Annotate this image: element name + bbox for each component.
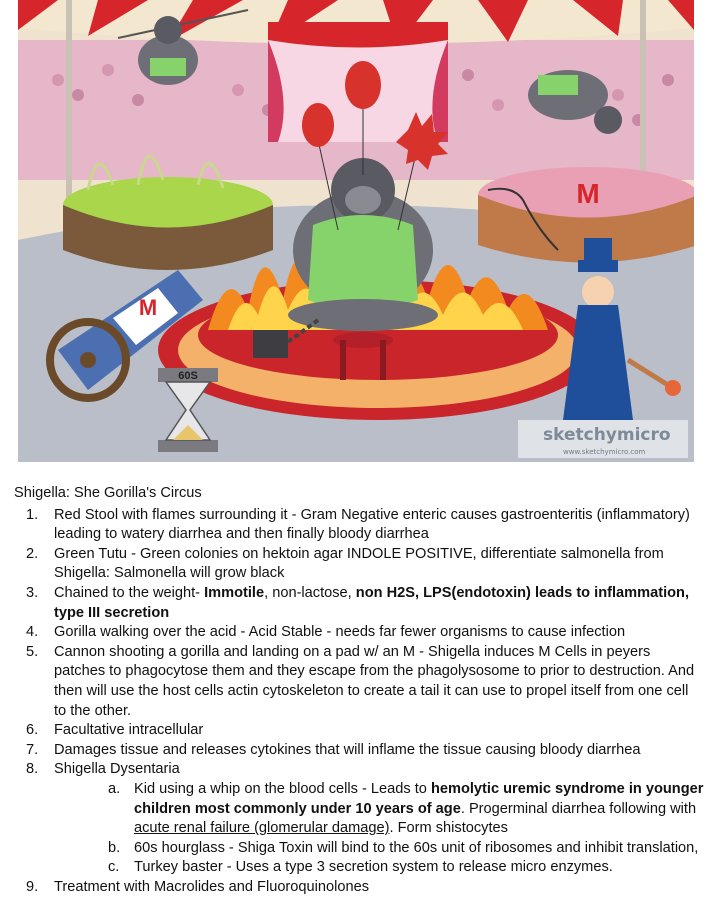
text-segment: Kid using a whip on the blood cells - Leads to <box>134 780 431 797</box>
list-item <box>14 741 704 761</box>
sub-list-letter: b. <box>108 839 121 856</box>
list-number: 8. <box>26 761 39 778</box>
text-segment: Turkey baster - Uses a type 3 secretion system to release micro enzymes. <box>134 859 613 876</box>
list-number: 1. <box>26 506 39 523</box>
text-segment: 60s hourglass - Shiga Toxin will bind to the 60s unit of ribosomes and inhibit translation, <box>134 839 699 856</box>
list-item <box>14 506 704 545</box>
list-number: 9. <box>26 878 39 895</box>
sub-list-item <box>54 839 704 859</box>
notes-section <box>14 484 704 897</box>
list-item <box>14 623 704 643</box>
green-tutu <box>308 215 418 310</box>
text-segment: . Progerminal diarrhea following with <box>460 800 697 817</box>
circus-scene <box>18 0 694 462</box>
notes-list <box>14 506 704 898</box>
page-title: Shigella: She Gorilla's Circus <box>14 485 202 501</box>
text-segment: Cannon shooting a gorilla and landing on a pad w/ an M - Shigella induces M Cells in peyers patches to phagocytose them and they escape from the phagolysosome to prior to destruction. And then will use the host cells actin cytoskeleton to create a tail it can use to propel itself from one cell to the other. <box>54 643 695 719</box>
text-segment: Gorilla walking over the acid - Acid Stable - needs far fewer organisms to cause infection <box>54 624 626 641</box>
pad-letter: M <box>576 178 600 209</box>
list-item <box>14 721 704 741</box>
sub-list-item <box>54 858 704 878</box>
list-number: 5. <box>26 643 39 660</box>
bold-text: non H2S, LPS(endotoxin) leads to inflammation, type III secretion <box>54 584 690 621</box>
bold-text: Immotile <box>204 584 265 601</box>
cannon-letter: M <box>138 295 158 320</box>
watermark-url: www.sketchymicro.com <box>563 448 646 456</box>
text-segment: Shigella Dysentaria <box>54 761 180 778</box>
list-number: 6. <box>26 722 39 739</box>
circus-illustration <box>18 0 694 462</box>
sub-list-letter: c. <box>108 859 120 876</box>
sub-list <box>54 780 704 878</box>
text-segment: . Form shistocytes <box>389 820 508 837</box>
text-segment: Facultative intracellular <box>54 722 204 739</box>
list-item <box>14 760 704 878</box>
list-item <box>14 643 704 721</box>
list-number: 4. <box>26 624 39 641</box>
underlined-text: acute renal failure (glomerular damage) <box>134 820 390 837</box>
bold-text: hemolytic uremic syndrome in younger children most commonly under 10 years of age <box>134 780 704 817</box>
sketchymicro-watermark <box>518 420 688 458</box>
text-segment: Treatment with Macrolides and Fluoroquinolones <box>54 878 370 895</box>
hourglass-label: 60S <box>178 370 198 382</box>
list-number: 7. <box>26 741 39 758</box>
text-segment: Red Stool with flames surrounding it - Gram Negative enteric causes gastroenteritis (inflammatory) leading to watery diarrhea and then finally bloody diarrhea <box>54 506 690 543</box>
sub-list-item <box>54 780 704 839</box>
text-segment: Damages tissue and releases cytokines that will inflame the tissue causing bloody diarrhea <box>54 741 641 758</box>
text-segment: , non-lactose, <box>264 584 356 601</box>
list-item <box>14 584 704 623</box>
list-number: 3. <box>26 584 39 601</box>
sub-list-letter: a. <box>108 780 121 797</box>
text-segment: Green Tutu - Green colonies on hektoin agar INDOLE POSITIVE, differentiate salmonella from Shigella: Salmonella will grow black <box>54 545 664 582</box>
watermark-brand: sketchymicro <box>543 425 671 445</box>
text-segment: Chained to the weight- <box>54 584 205 601</box>
list-number: 2. <box>26 545 39 562</box>
list-item <box>14 545 704 584</box>
list-item <box>14 878 704 898</box>
